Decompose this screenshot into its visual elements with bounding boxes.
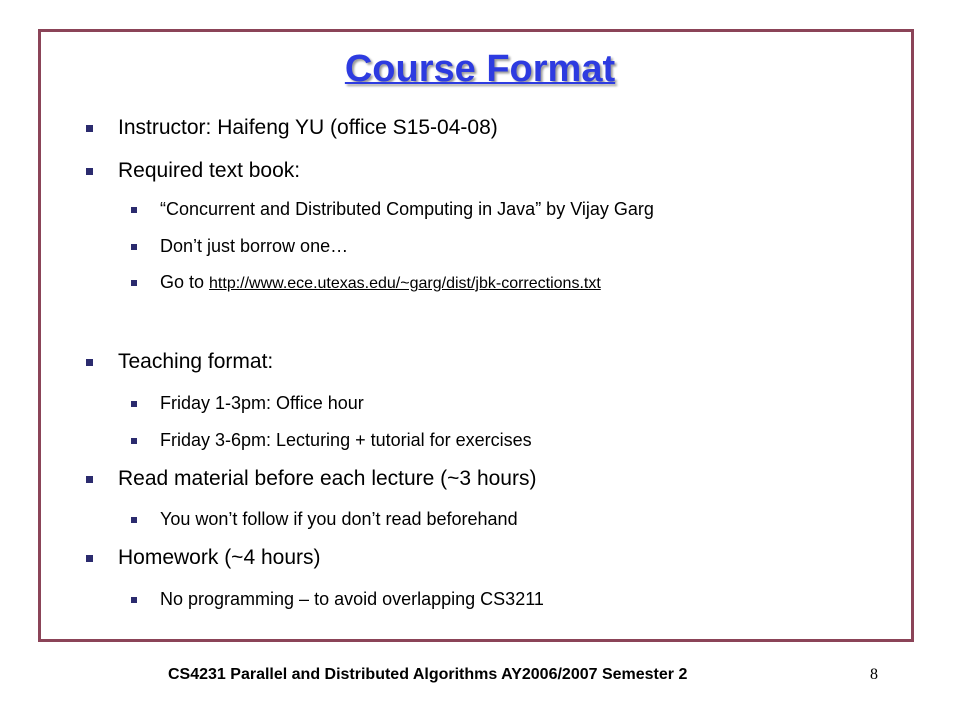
- bullet-text: “Concurrent and Distributed Computing in Java” by Vijay Garg: [160, 199, 654, 219]
- bullet-text: Homework (~4 hours): [118, 546, 321, 569]
- corrections-link[interactable]: http://www.ece.utexas.edu/~garg/dist/jbk-corrections.txt: [209, 275, 601, 292]
- slide-footer: CS4231 Parallel and Distributed Algorithms AY2006/2007 Semester 2: [168, 666, 688, 683]
- square-bullet-icon: [131, 597, 137, 603]
- bullet-text: Don’t just borrow one…: [160, 236, 349, 256]
- square-bullet-icon: [86, 555, 93, 562]
- square-bullet-icon: [86, 476, 93, 483]
- square-bullet-icon: [86, 125, 93, 132]
- page-number: 8: [870, 666, 878, 683]
- bullet-text: Instructor: Haifeng YU (office S15-04-08): [118, 116, 498, 139]
- bullet-text: Friday 3-6pm: Lecturing + tutorial for exercises: [160, 430, 532, 450]
- go-to-label: Go to: [160, 272, 210, 292]
- square-bullet-icon: [86, 168, 93, 175]
- bullet-text: No programming – to avoid overlapping CS3211: [160, 589, 544, 609]
- bullet-text: You won’t follow if you don’t read beforehand: [160, 509, 518, 529]
- bullet-text: [160, 272, 601, 293]
- square-bullet-icon: [131, 438, 137, 444]
- square-bullet-icon: [86, 359, 93, 366]
- square-bullet-icon: [131, 244, 137, 250]
- square-bullet-icon: [131, 401, 137, 407]
- square-bullet-icon: [131, 517, 137, 523]
- bullet-text: Teaching format:: [118, 350, 274, 373]
- bullet-text: Read material before each lecture (~3 hours): [118, 467, 537, 490]
- square-bullet-icon: [131, 207, 137, 213]
- bullet-text: Required text book:: [118, 159, 301, 182]
- slide-title: Course Format: [344, 48, 616, 90]
- bullet-text: Friday 1-3pm: Office hour: [160, 393, 364, 413]
- square-bullet-icon: [131, 280, 137, 286]
